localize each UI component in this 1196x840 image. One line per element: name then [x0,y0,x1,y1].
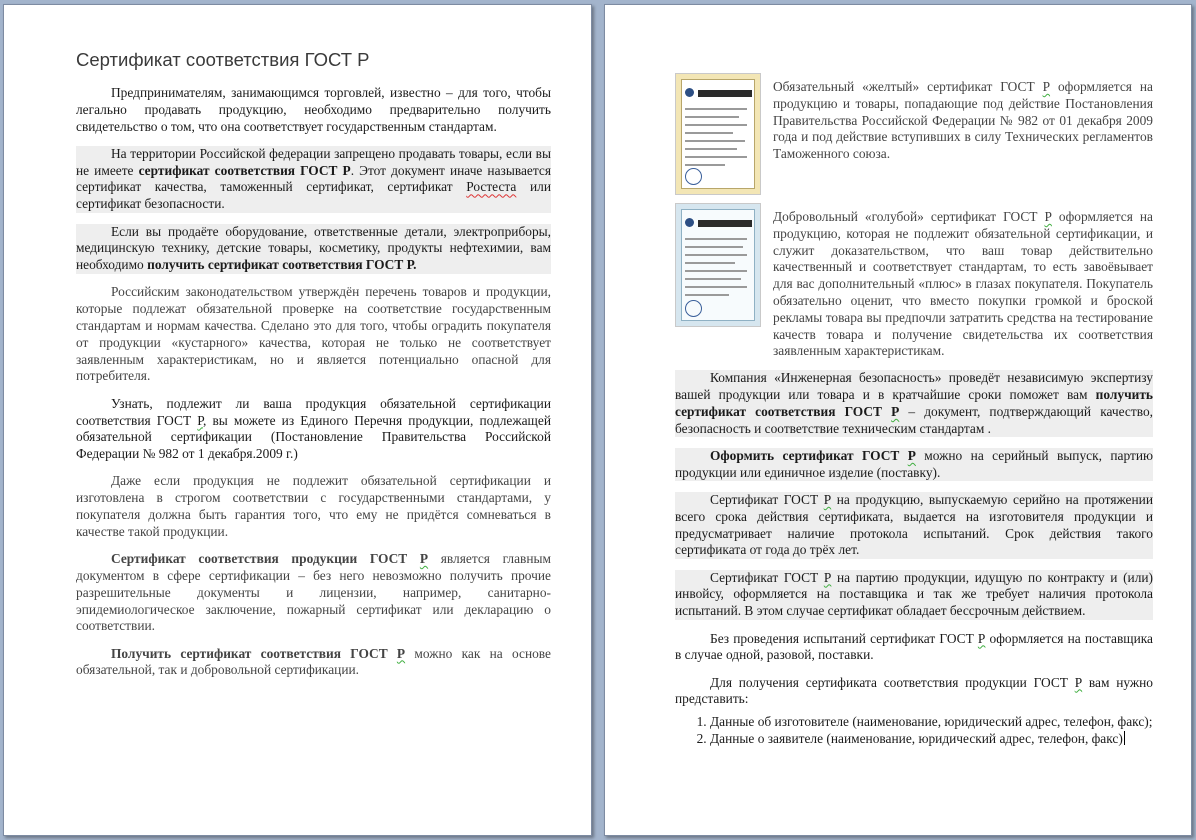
paragraph-batch[interactable]: Сертификат ГОСТ Р на партию продукции, идущую по контракту и (или) инвойсу, оформляется на поставщика и так же требует наличия протокола испытаний. В этом случае сертификат обладает бессрочным действием. [675,569,1154,619]
requirements-list [675,714,1153,748]
list-item[interactable]: 2. Данные о заявителе (наименование, юридический адрес, телефон, факс) [710,731,1153,748]
yellow-certificate-block [675,73,1153,195]
paragraph-intro[interactable]: Предпринимателям, занимающимся торговлей, известно – для того, чтобы легально продавать продукцию, необходимо предварительно получить свидетельство о том, что она соответствует государственным стандартам. [76,85,551,134]
document-page-left[interactable] [3,4,592,836]
yellow-certificate-image[interactable] [675,73,761,195]
paragraph-find-out[interactable]: Узнать, подлежит ли ваша продукция обязательной сертификации соответствия ГОСТ Р, вы можете из Единого Перечня продукции, подлежащей обязательной сертификации (Постановление Правительства Российской Федерации № 982 от 1 декабря.2009 г.) [76,395,551,462]
paragraph-without-tests[interactable]: Без проведения испытаний сертификат ГОСТ Р оформляется на поставщика в случае одной, разовой, поставки. [675,630,1153,663]
paragraph-guarantee[interactable]: Даже если продукция не подлежит обязательной сертификации и изготовлена в строгом соответствии с государственными стандартами, у покупателя должна быть гарантия того, что ему не придётся сомневаться в качестве такой продукции. [76,473,551,539]
page-content-left[interactable] [76,45,551,690]
page-content-right[interactable] [675,73,1153,748]
gost-logo-icon [685,88,694,97]
text-cursor [1124,731,1125,745]
paragraph-issue[interactable]: Оформить сертификат ГОСТ Р можно на серийный выпуск, партию продукции или единичное изделие (поставку). [675,447,1153,480]
seal-icon [685,300,702,317]
blue-certificate-block [675,203,1153,360]
blue-certificate-image[interactable] [675,203,761,327]
blue-certificate-text[interactable]: Добровольный «голубой» сертификат ГОСТ Р оформляется на продукцию, которая не подлежит обязательной сертификации, и служит доказательством, что ваш товар действительно качественный и соответствует стандартам, то есть завоёвывает для вас дополнительный «плюс» в глазах покупателя. Покупатель обязательно оценит, что вместо покупки громкой и броской рекламы товара вы предпочли затратить средства на тестирование качеств товара и получение свидетельства их соответствия заявленным характеристикам. [773,209,1153,359]
paragraph-legislation[interactable]: Российским законодательством утверждён перечень товаров и продукции, которые подлежат обязательной проверке на соответствие государственным стандартам и нормам качества. Сделано это для того, чтобы оградить покупателя от продукции «кустарного» качества, которая не только не соответствует заявленным характеристикам, но и является потенциально опасной для потребителя. [76,284,551,384]
yellow-certificate-text[interactable]: Обязательный «желтый» сертификат ГОСТ Р оформляется на продукцию и товары, попадающие под действие Постановления Правительства Российской Федерации № 982 от 01 декабря 2009 года и под действие вступивших в силу Технических регламентов Таможенного союза. [773,79,1153,162]
paragraph-ban[interactable]: На территории Российской федерации запрещено продавать товары, если вы не имеете сертификат соответствия ГОСТ Р. Этот документ иначе называется сертификат качества, таможенный сертификат, сертификат Ростеста или сертификат безопасности. [76,145,551,212]
paragraph-main-document[interactable]: Сертификат соответствия продукции ГОСТ Р является главным документом в сфере сертификации – без него невозможно получить прочие разрешительные документы и лицензии, например, санитарно-эпидемиологическое заключение, пожарный сертификат или декларацию о соответствии. [76,551,551,634]
paragraph-serial[interactable]: Сертификат ГОСТ Р на продукцию, выпускаемую серийно на протяжении всего срока действия сертификата, выдается на изготовителя продукции и предусматривает наличие протокола испытаний. Срок действия такого сертификата от года до трёх лет. [675,491,1153,558]
paragraph-requirements[interactable]: Для получения сертификата соответствия продукции ГОСТ Р вам нужно представить: [675,674,1153,707]
paragraph-company[interactable]: Компания «Инженерная безопасность» проведёт независимую экспертизу вашей продукции или товара и в кратчайшие сроки поможет вам получить сертификат соответствия ГОСТ Р – документ, подтверждающий качество, безопасность и соответствие техническим стандартам . [675,370,1153,436]
gost-logo-icon [685,218,694,227]
page-title: Сертификат соответствия ГОСТ Р [76,49,370,70]
paragraph-equipment[interactable]: Если вы продаёте оборудование, ответственные детали, электроприборы, медицинскую технику, детские товары, косметику, продукты нефтехимии, вам необходимо получить сертификат соответствия ГОСТ Р. [76,223,551,273]
seal-icon [685,168,702,185]
list-item[interactable]: 1. Данные об изготовителе (наименование, юридический адрес, телефон, факс); [710,714,1153,731]
paragraph-obtain[interactable]: Получить сертификат соответствия ГОСТ Р можно как на основе обязательной, так и добровольной сертификации. [76,645,551,678]
document-page-right[interactable] [604,4,1192,836]
